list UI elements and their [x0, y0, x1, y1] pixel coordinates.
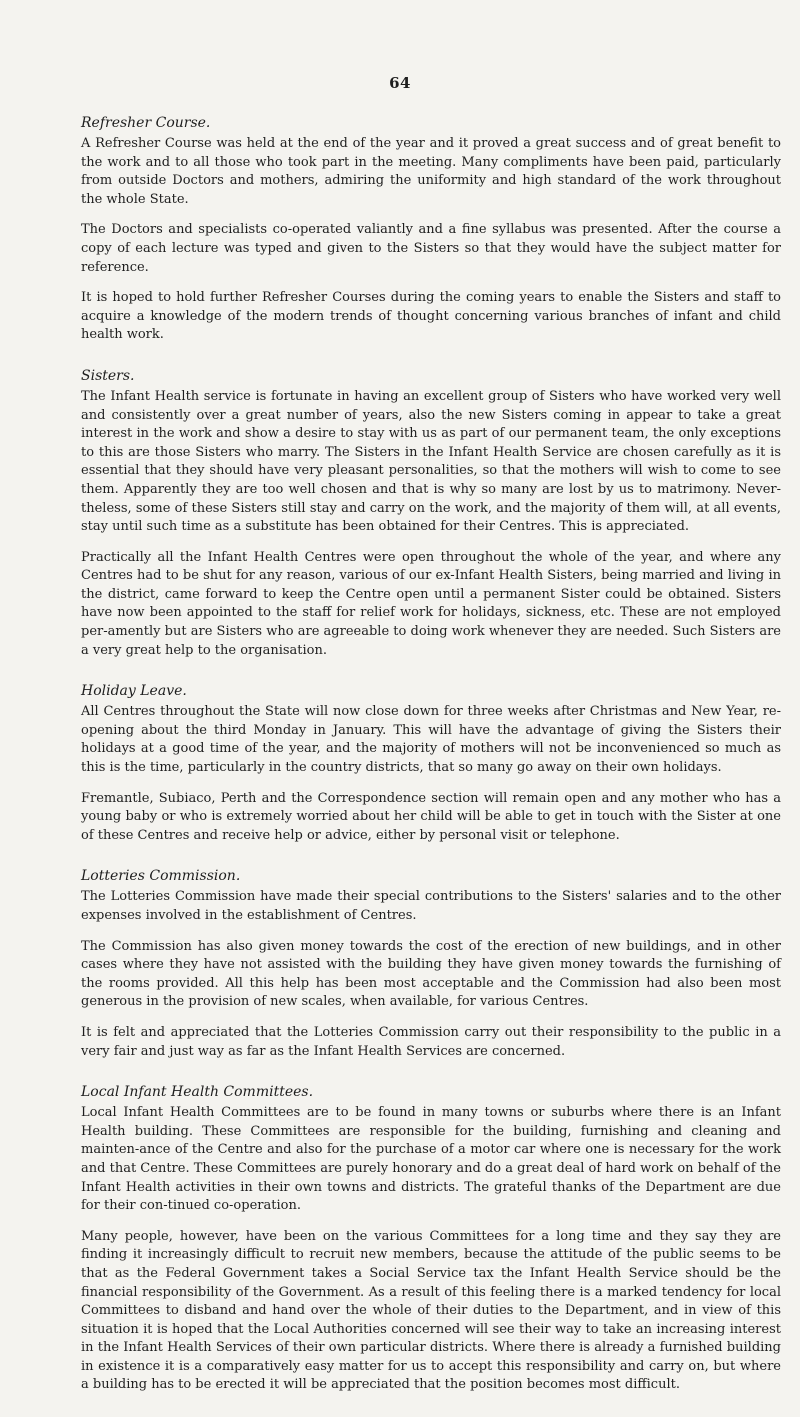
paragraph: The Lotteries Commission have made their special contributions to the Sisters' salaries and to the other expenses involved in the establishment of Centres.: [81, 889, 781, 923]
paragraph: Local Infant Health Committees are to be found in many towns or suburbs where there is an Infant Health building. These Committees are responsible for the building, furnishing and cleaning and mainten-ance of the Centre and also for the purchase of a motor car where one is necessary for the work and that Centre. These Committees are purely honorary and do a great deal of hard work on behalf of the Infant Health activities in their own towns and districts. The grateful thanks of the Department are due for their con-tinued co-operation.: [81, 1105, 781, 1214]
paragraph: A Refresher Course was held at the end of the year and it proved a great success and of great benefit to the work and to all those who took part in the meeting. Many compliments have been paid, particularly from outside Doctors and mothers, admiring the uniformity and high standard of the work throughout the whole State.: [81, 136, 781, 207]
paragraph: Many people, however, have been on the various Committees for a long time and they say they are finding it increasingly difficult to recruit new members, because the attitude of the public seems to be that as the Federal Government takes a Social Service tax the Infant Health Service should be the financial responsibility of the Government. As a result of this feeling there is a marked tendency for local Committees to disband and hand over the whole of their duties to the Department, and in view of this situation it is hoped that the Local Authorities concerned will see their way to take an increasing interest in the Infant Health Services of their own particular districts. Where there is already a furnished building in existence it is a comparatively easy matter for us to accept this responsibility and carry on, but where a building has to be erected it will be appreciated that the position becomes most difficult.: [81, 1228, 781, 1393]
section-lotteries-commission: [81, 867, 781, 1061]
paragraph: It is hoped to hold further Refresher Courses during the coming years to enable the Sisters and staff to acquire a knowledge of the modern trends of thought concerning various branches of infant and child health work.: [81, 290, 781, 343]
section-heading: Local Infant Health Committees.: [81, 1084, 314, 1101]
section-heading: Refresher Course.: [81, 115, 211, 131]
section-heading: Holiday Leave.: [81, 683, 187, 700]
section-heading: Sisters.: [81, 367, 135, 384]
paragraph: All Centres throughout the State will now close down for three weeks after Christmas and New Year, re-opening about the third Monday in January. This will have the advantage of giving the Sisters their holidays at a good time of the year, and the majority of mothers will not be inconvenienced so much as this is the time, particularly in the country districts, that so many go away on their own holidays.: [81, 704, 781, 776]
section-local-committees: [81, 1083, 781, 1395]
section-holiday-leave: [81, 682, 781, 845]
paragraph: The Infant Health service is fortunate in having an excellent group of Sisters who have worked very well and consistently over a great number of years, also the new Sisters coming in appear to take a great interest in the work and show a desire to stay with us as part of our permanent team, the only exceptions to this are those Sisters who marry. The Sisters in the Infant Health Service are chosen carefully as it is essential that they should have very pleasant personalities, so that the mothers will wish to come to see them. Apparently they are too well chosen and that is why so many are lost by us to matrimony. Never-theless, some of these Sisters still stay and carry on the work, and the majority of them will, at all events, stay until such time as a substitute has been obtained for their Centres. This is appreciated.: [81, 388, 781, 535]
paragraph: Fremantle, Subiaco, Perth and the Correspondence section will remain open and any mother who has a young baby or who is extremely worried about her child will be able to get in touch with the Sister at one of these Centres and receive help or advice, either by personal visit or telephone.: [81, 790, 781, 843]
section-refresher-course: [81, 114, 781, 345]
document-body: [81, 114, 781, 1417]
paragraph: Practically all the Infant Health Centres were open throughout the whole of the year, and where any Centres had to be shut for any reason, various of our ex-Infant Health Sisters, being married and living in the district, came forward to keep the Centre open until a permanent Sister could be obtained. Sisters have now been appointed to the staff for relief work for holidays, sickness, etc. These are not employed per-amently but are Sisters who are agreeable to doing work whenever they are needed. Such Sisters are a very great help to the organisation.: [81, 549, 781, 658]
paragraph: The Commission has also given money towards the cost of the erection of new buildings, and in other cases where they have not assisted with the building they have given money towards the furnishing of the rooms provided. All this help has been most acceptable and the Commission had also been most generous in the provision of new scales, when available, for various Centres.: [81, 938, 781, 1010]
paragraph: The Doctors and specialists co-operated valiantly and a fine syllabus was presented. After the course a copy of each lecture was typed and given to the Sisters so that they would have the subject matter for reference.: [81, 222, 781, 275]
page-number: 64: [389, 74, 411, 92]
paragraph: It is felt and appreciated that the Lotteries Commission carry out their responsibility to the public in a very fair and just way as far as the Infant Health Services are concerned.: [81, 1024, 781, 1059]
section-sisters: [81, 367, 781, 660]
section-heading: Lotteries Commission.: [81, 868, 241, 885]
